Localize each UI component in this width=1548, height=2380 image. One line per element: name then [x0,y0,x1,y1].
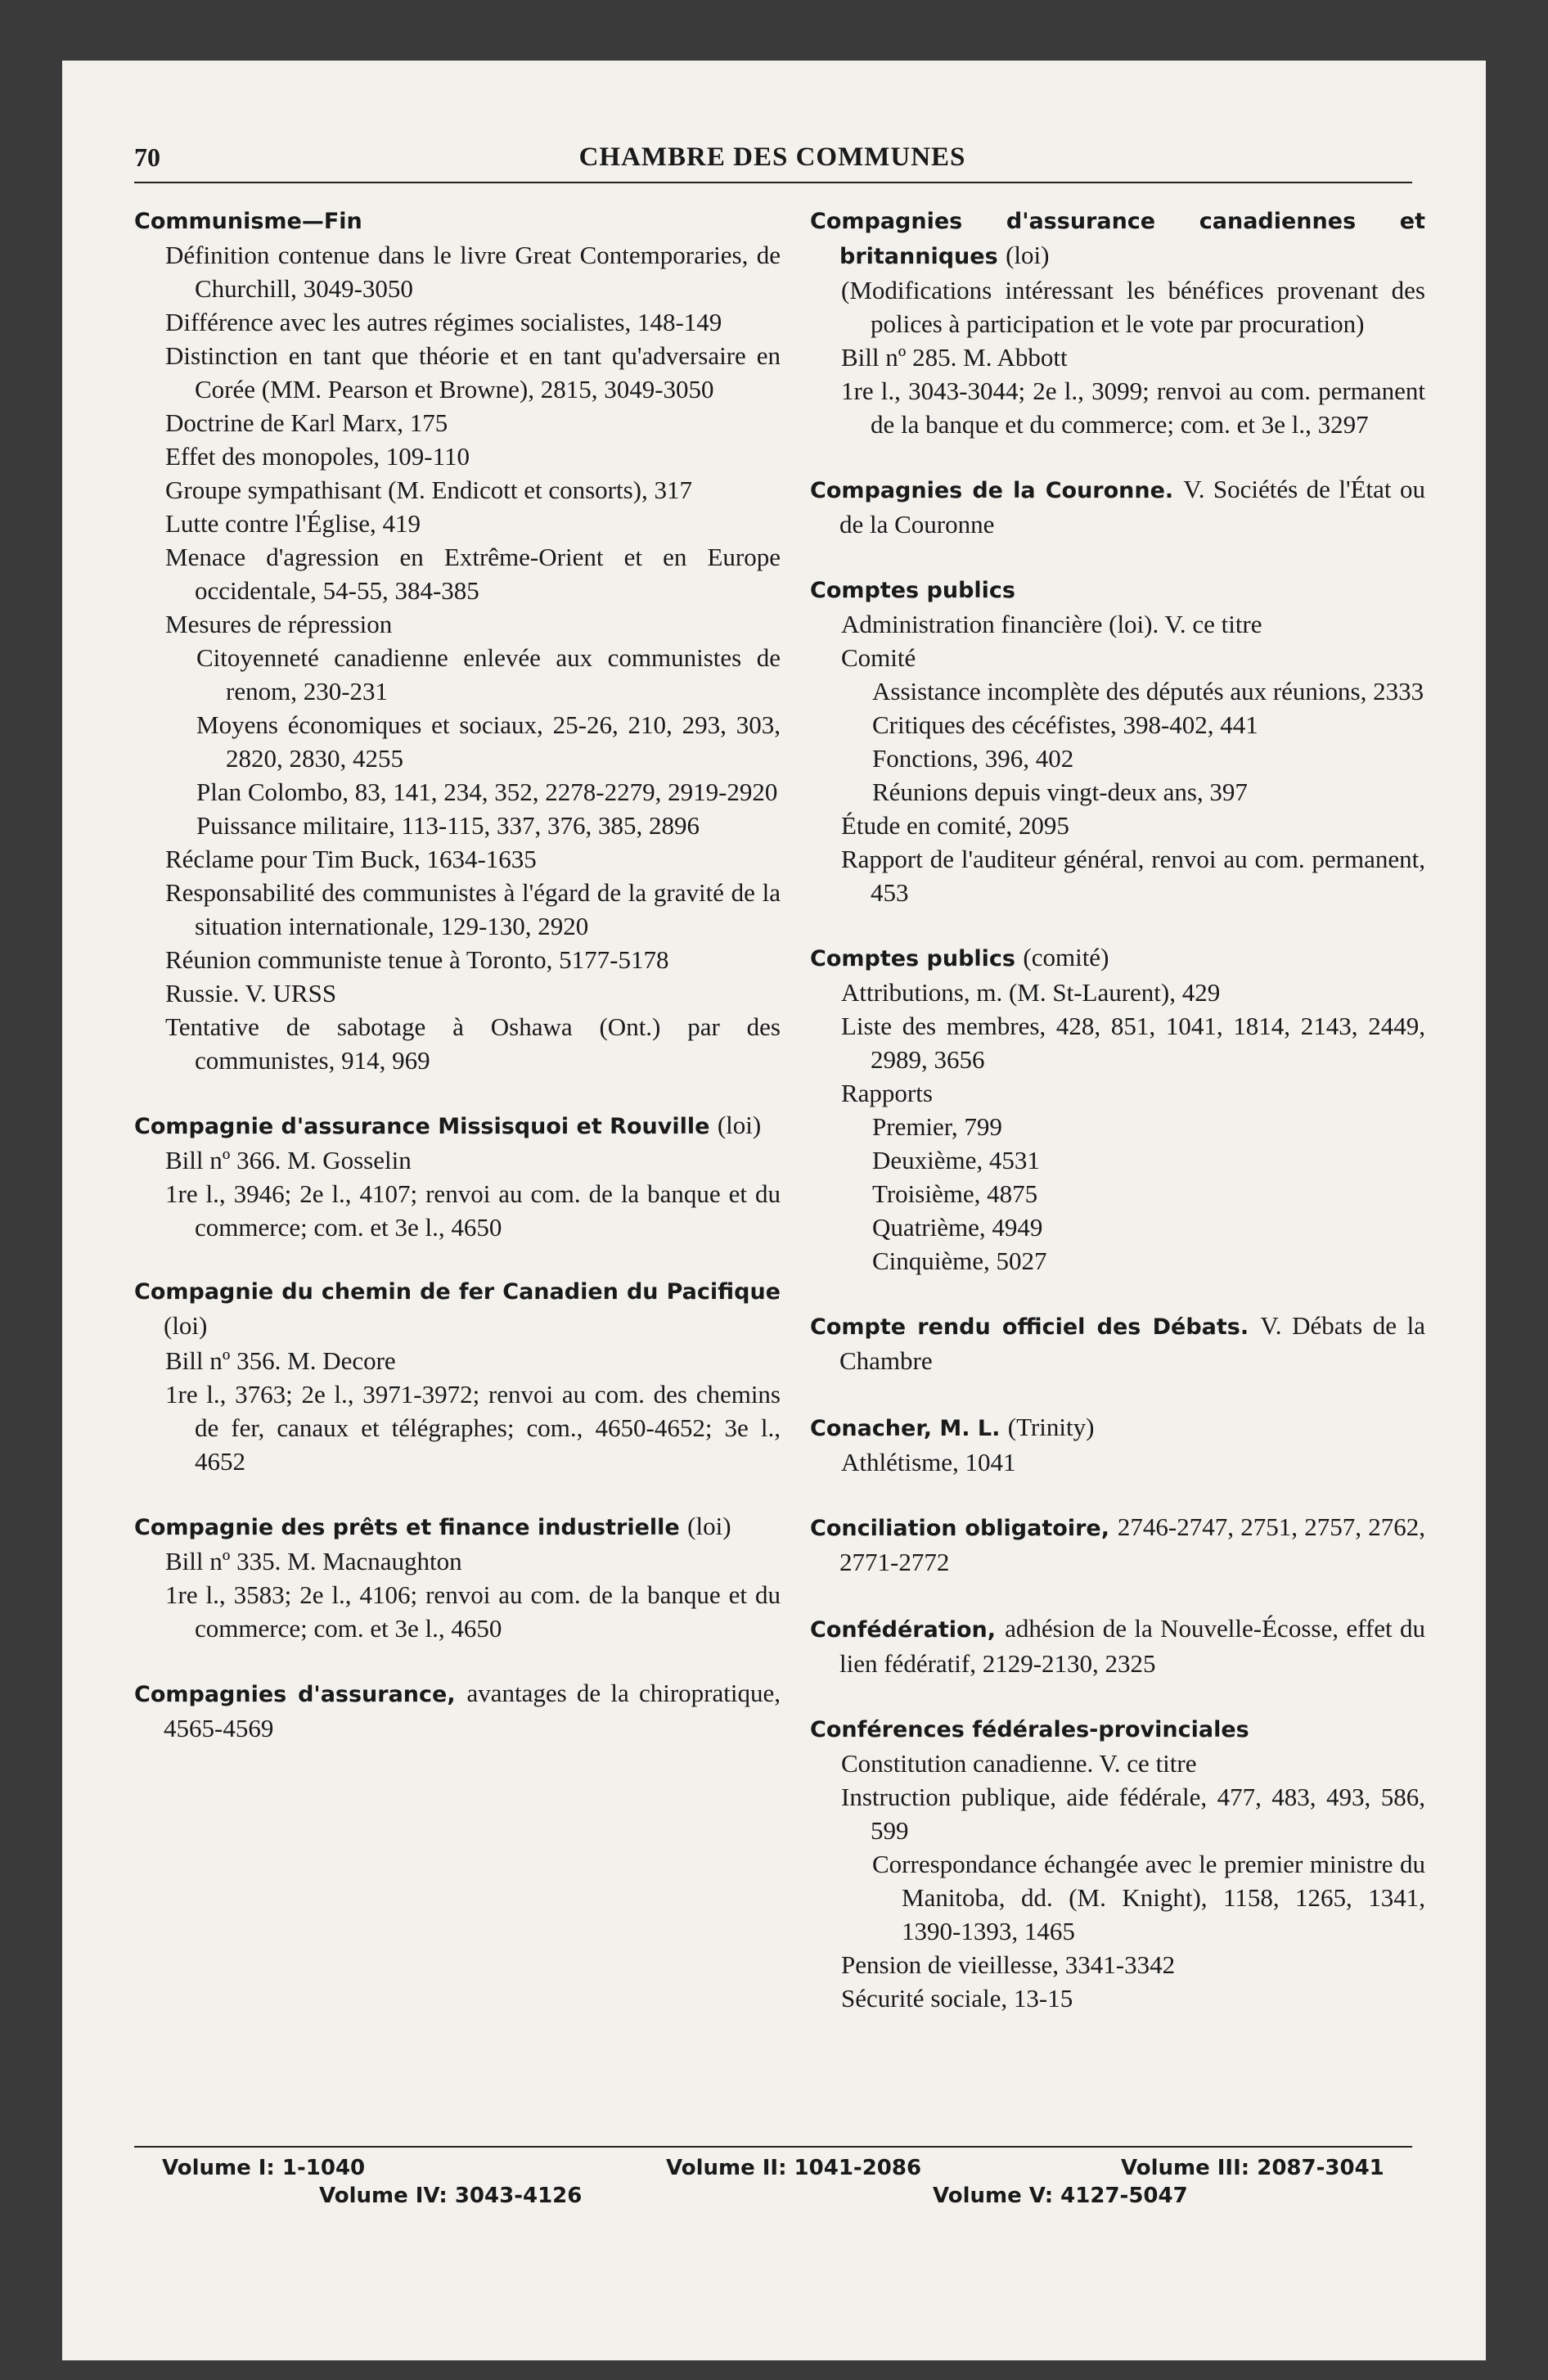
footer-rule [134,2146,1412,2148]
index-entry [810,1510,1425,1580]
index-entry [134,205,781,1077]
entry-heading-detail: (loi) [687,1512,731,1540]
sub-sub-entry: Quatrième, 4949 [872,1213,1043,1242]
index-entry [810,1410,1425,1479]
index-entry [810,1309,1425,1379]
entry-heading-detail: V. Débats de la Chambre [839,1311,1426,1375]
sub-entry: (Modifications intéressant les bénéfices provenant des polices à participation et le vote par procuration) [841,276,1425,338]
index-entry [810,1713,1425,2015]
index-entry [134,1108,781,1244]
sub-entry: Constitution canadienne. V. ce titre [841,1749,1197,1778]
index-page [62,61,1486,2360]
entry-heading-detail: V. Sociétés de l'État ou de la Couronne [839,475,1425,539]
sub-entry: Tentative de sabotage à Oshawa (Ont.) par des communistes, 914, 969 [165,1012,781,1075]
sub-entry: Mesures de répression [165,610,393,638]
sub-sub-entry: Réunions depuis vingt-deux ans, 397 [872,778,1248,806]
sub-entry: 1re l., 3583; 2e l., 4106; renvoi au com. de la banque et du commerce; com. et 3e l., 4650 [165,1580,781,1643]
sub-entry: Distinction en tant que théorie et en tant qu'adversaire en Corée (MM. Pearson et Browne), 2815, 3049-3050 [165,341,781,403]
entry-heading [810,205,1425,273]
entry-heading-text: Communisme—Fin [134,209,362,234]
sub-entry: Effet des monopoles, 109-110 [165,442,470,471]
entry-heading-text: Conférences fédérales-provinciales [810,1717,1249,1742]
sub-entry: Bill nº 335. M. Macnaughton [165,1547,462,1575]
sub-entry: Réunion communiste tenue à Toronto, 5177-5178 [165,945,669,974]
entry-heading-detail: (Trinity) [1007,1413,1095,1441]
index-entry [810,1611,1425,1682]
index-entry [810,205,1425,441]
entry-heading-text: Compagnie des prêts et finance industrielle [134,1515,680,1540]
volume-footer [134,2154,1412,2210]
left-column [134,205,781,1778]
index-entry [810,574,1425,909]
page-header [134,141,1411,177]
entry-heading-detail: 2746-2747, 2751, 2757, 2762, 2771-2772 [839,1512,1425,1576]
right-column [810,205,1425,2046]
header-rule [134,182,1412,183]
sub-sub-entry: Critiques des cécéfistes, 398-402, 441 [872,710,1258,739]
sub-sub-entry: Assistance incomplète des députés aux réunions, 2333 [872,677,1424,705]
entry-heading-text: Compagnie du chemin de fer Canadien du Pacifique [134,1279,781,1305]
sub-entry: Étude en comité, 2095 [841,811,1069,840]
index-entry [810,940,1425,1278]
sub-sub-entry: Troisième, 4875 [872,1179,1038,1208]
entry-heading-text: Compagnies d'assurance, [134,1682,456,1707]
sub-sub-entry: Cinquième, 5027 [872,1246,1047,1275]
sub-entry: Rapport de l'auditeur général, renvoi au com. permanent, 453 [841,845,1425,907]
footer-volume-5: Volume V: 4127-5047 [933,2184,1188,2208]
entry-heading [134,1108,781,1143]
sub-sub-entry: Fonctions, 396, 402 [872,744,1074,773]
sub-entry: Bill nº 285. M. Abbott [841,343,1068,372]
entry-heading-text: Compagnie d'assurance Missisquoi et Rouville [134,1114,710,1139]
entry-heading-text: Compte rendu officiel des Débats. [810,1314,1249,1340]
entry-heading [810,1410,1425,1445]
entry-heading-detail: avantages de la chiropratique, 4565-4569 [164,1679,781,1742]
sub-entry: Bill nº 356. M. Decore [165,1346,396,1375]
sub-entry: Administration financière (loi). V. ce titre [841,610,1262,638]
entry-heading-text: Conacher, M. L. [810,1416,1001,1441]
sub-sub-entry: Citoyenneté canadienne enlevée aux communistes de renom, 230-231 [196,643,781,705]
footer-volume-1: Volume I: 1-1040 [162,2156,366,2180]
sub-sub-entry: Correspondance échangée avec le premier ministre du Manitoba, dd. (M. Knight), 1158, 1265, 1341, 1390-1393, 1465 [872,1850,1425,1945]
index-entry [134,1509,781,1645]
sub-entry: Menace d'agression en Extrême-Orient et en Europe occidentale, 54-55, 384-385 [165,543,781,605]
entry-heading-text: Compagnies d'assurance canadiennes et britanniques [810,209,1425,269]
sub-entry: Athlétisme, 1041 [841,1448,1016,1476]
index-entry [134,1676,781,1747]
entry-heading-text: Compagnies de la Couronne. [810,478,1174,503]
entry-heading-detail: (comité) [1023,943,1109,971]
entry-heading [810,940,1425,976]
sub-entry: Responsabilité des communistes à l'égard de la gravité de la situation internationale, 129-130, 2920 [165,878,781,940]
entry-heading [134,205,781,238]
entry-heading [810,1713,1425,1747]
entry-heading-text: Confédération, [810,1617,997,1643]
entry-heading [810,574,1425,607]
sub-entry: Définition contenue dans le livre Great Contemporaries, de Churchill, 3049-3050 [165,241,781,303]
entry-heading-detail: (loi) [1006,241,1050,269]
sub-entry: 1re l., 3946; 2e l., 4107; renvoi au com. de la banque et du commerce; com. et 3e l., 4650 [165,1179,781,1242]
sub-entry: 1re l., 3043-3044; 2e l., 3099; renvoi au com. permanent de la banque et du commerce; com. et 3e l., 3297 [841,376,1425,439]
entry-heading-detail: (loi) [717,1111,762,1139]
sub-sub-entry: Moyens économiques et sociaux, 25-26, 210, 293, 303, 2820, 2830, 4255 [196,710,781,773]
index-entry [810,472,1425,543]
sub-sub-entry: Premier, 799 [872,1112,1002,1141]
entry-heading [134,1509,781,1544]
sub-entry: Instruction publique, aide fédérale, 477, 483, 493, 586, 599 [841,1783,1425,1845]
entry-heading-text: Comptes publics [810,946,1015,971]
entry-heading-text: Comptes publics [810,578,1015,603]
sub-sub-entry: Plan Colombo, 83, 141, 234, 352, 2278-2279, 2919-2920 [196,778,778,806]
footer-volume-4: Volume IV: 3043-4126 [319,2184,583,2208]
sub-entry: Liste des membres, 428, 851, 1041, 1814, 2143, 2449, 2989, 3656 [841,1012,1425,1074]
sub-entry: Différence avec les autres régimes socialistes, 148-149 [165,308,722,336]
entry-heading [134,1275,781,1344]
footer-volume-3: Volume III: 2087-3041 [1121,2156,1384,2180]
sub-entry: Réclame pour Tim Buck, 1634-1635 [165,845,537,873]
sub-entry: 1re l., 3763; 2e l., 3971-3972; renvoi au com. des chemins de fer, canaux et télégraphes; com., 4650-4652; 3e l., 4652 [165,1380,781,1476]
footer-volume-2: Volume II: 1041-2086 [666,2156,922,2180]
sub-entry: Russie. V. URSS [165,979,337,1007]
sub-entry: Lutte contre l'Église, 419 [165,509,421,538]
sub-entry: Groupe sympathisant (M. Endicott et consorts), 317 [165,476,693,504]
page-number: 70 [134,142,160,172]
entry-heading-detail: adhésion de la Nouvelle-Écosse, effet du lien fédératif, 2129-2130, 2325 [839,1614,1425,1678]
sub-entry: Pension de vieillesse, 3341-3342 [841,1950,1176,1979]
entry-heading [810,472,1425,543]
entry-heading [810,1309,1425,1379]
entry-heading-detail: (loi) [164,1311,208,1340]
sub-entry: Sécurité sociale, 13-15 [841,1984,1073,2013]
entry-heading [134,1676,781,1747]
entry-heading [810,1611,1425,1682]
index-entry [134,1275,781,1478]
page-title: CHAMBRE DES COMMUNES [578,142,966,172]
sub-sub-entry: Puissance militaire, 113-115, 337, 376, 385, 2896 [196,811,700,840]
sub-entry: Rapports [841,1079,933,1107]
entry-heading-text: Conciliation obligatoire, [810,1516,1109,1541]
sub-entry: Comité [841,643,916,672]
sub-entry: Bill nº 366. M. Gosselin [165,1146,412,1174]
entry-heading [810,1510,1425,1580]
sub-entry: Doctrine de Karl Marx, 175 [165,408,448,437]
sub-sub-entry: Deuxième, 4531 [872,1146,1040,1174]
sub-entry: Attributions, m. (M. St-Laurent), 429 [841,978,1221,1007]
